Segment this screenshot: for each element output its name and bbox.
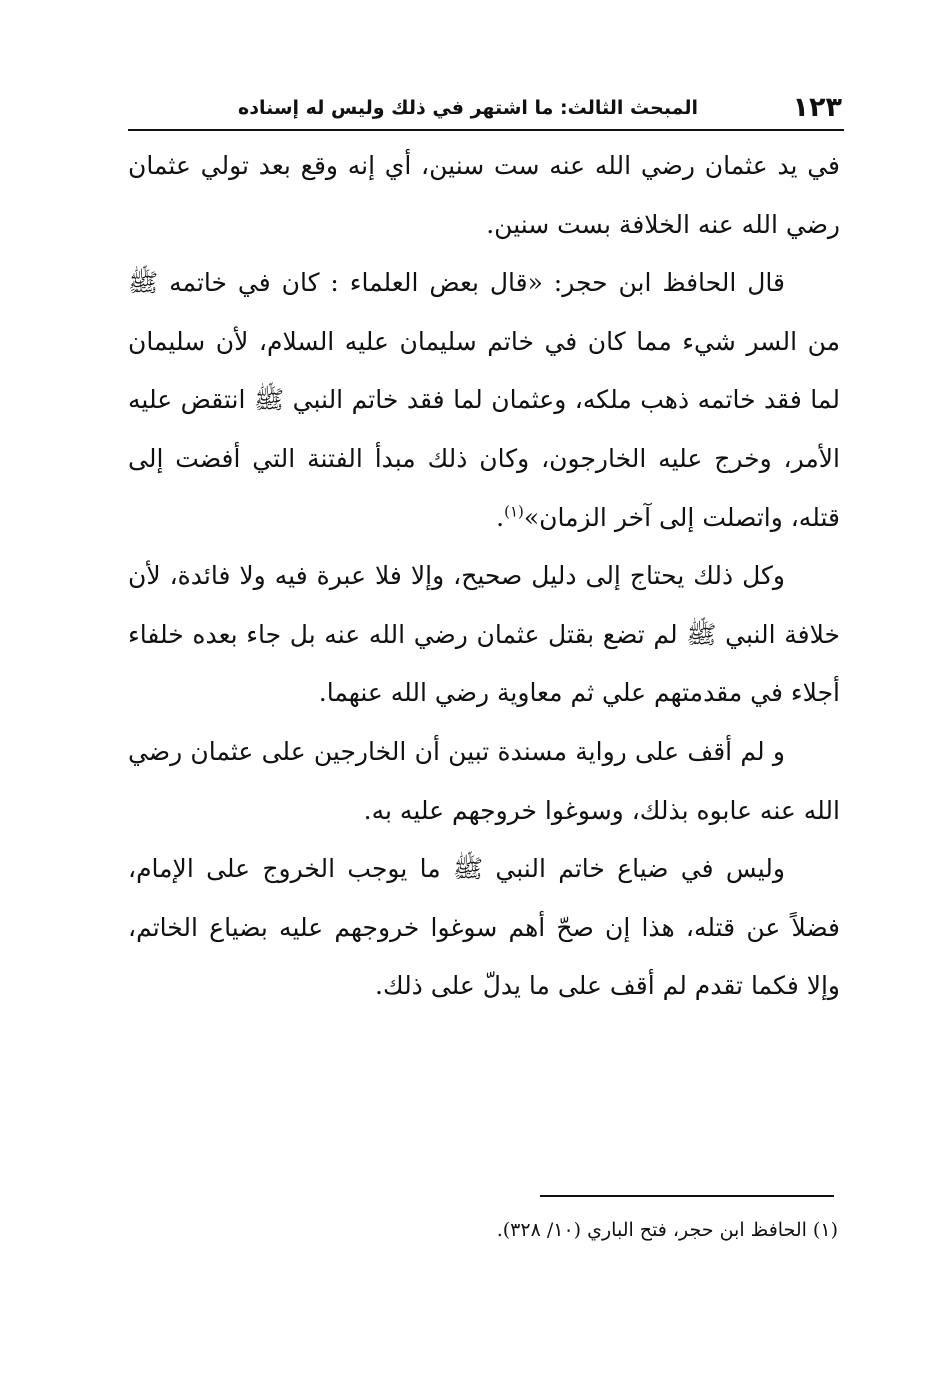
body-text: [128, 137, 840, 1016]
paragraph-4: و لم أقف على رواية مسندة تبين أن الخارجين على عثمان رضي الله عنه عابوه بذلك، وسوغوا خروجهم عليه به.: [128, 736, 840, 825]
footnote: (١) الحافظ ابن حجر، فتح الباري (١٠/ ٣٢٨).: [496, 1219, 838, 1241]
page-header: [128, 92, 844, 126]
paragraph-1: في يد عثمان رضي الله عنه ست سنين، أي إنه وقع بعد تولي عثمان رضي الله عنه الخلافة بست سنين.: [128, 151, 840, 239]
paragraph-2-text: قال الحافظ ابن حجر: «قال بعض العلماء : كان في خاتمه ﷺ من السر شيء مما كان في خاتم سليمان عليه السلام، لأن سليمان لما فقد خاتمه ذهب ملكه، وعثمان لما فقد خاتم النبي ﷺ انتقض عليه الأمر، وخرج عليه الخارجون، وكان ذلك مبدأ الفتنة التي أفضت إلى قتله، واتصلت إلى آخر الزمان»: [128, 268, 841, 532]
footnote-rule: [540, 1195, 834, 1197]
paragraph-2: [128, 254, 840, 547]
paragraph-3: وكل ذلك يحتاج إلى دليل صحيح، وإلا فلا عبرة فيه ولا فائدة، لأن خلافة النبي ﷺ لم تضع بقتل عثمان رضي الله عنه بل جاء بعده خلفاء أجلاء في مقدمتهم علي ثم معاوية رضي الله عنهما.: [128, 561, 840, 708]
page-number: ١٢٣: [792, 92, 842, 123]
running-title: المبحث الثالث: ما اشتهر في ذلك وليس له إسناده: [238, 97, 698, 119]
footnote-reference: (١): [504, 502, 524, 521]
header-rule: [128, 129, 844, 131]
paragraph-2-end: .: [496, 502, 505, 532]
paragraph-5: وليس في ضياع خاتم النبي ﷺ ما يوجب الخروج على الإمام، فضلاً عن قتله، هذا إن صحّ أهم سوغوا خروجهم عليه بضياع الخاتم، وإلا فكما تقدم لم أقف على ما يدلّ على ذلك.: [128, 854, 840, 1001]
